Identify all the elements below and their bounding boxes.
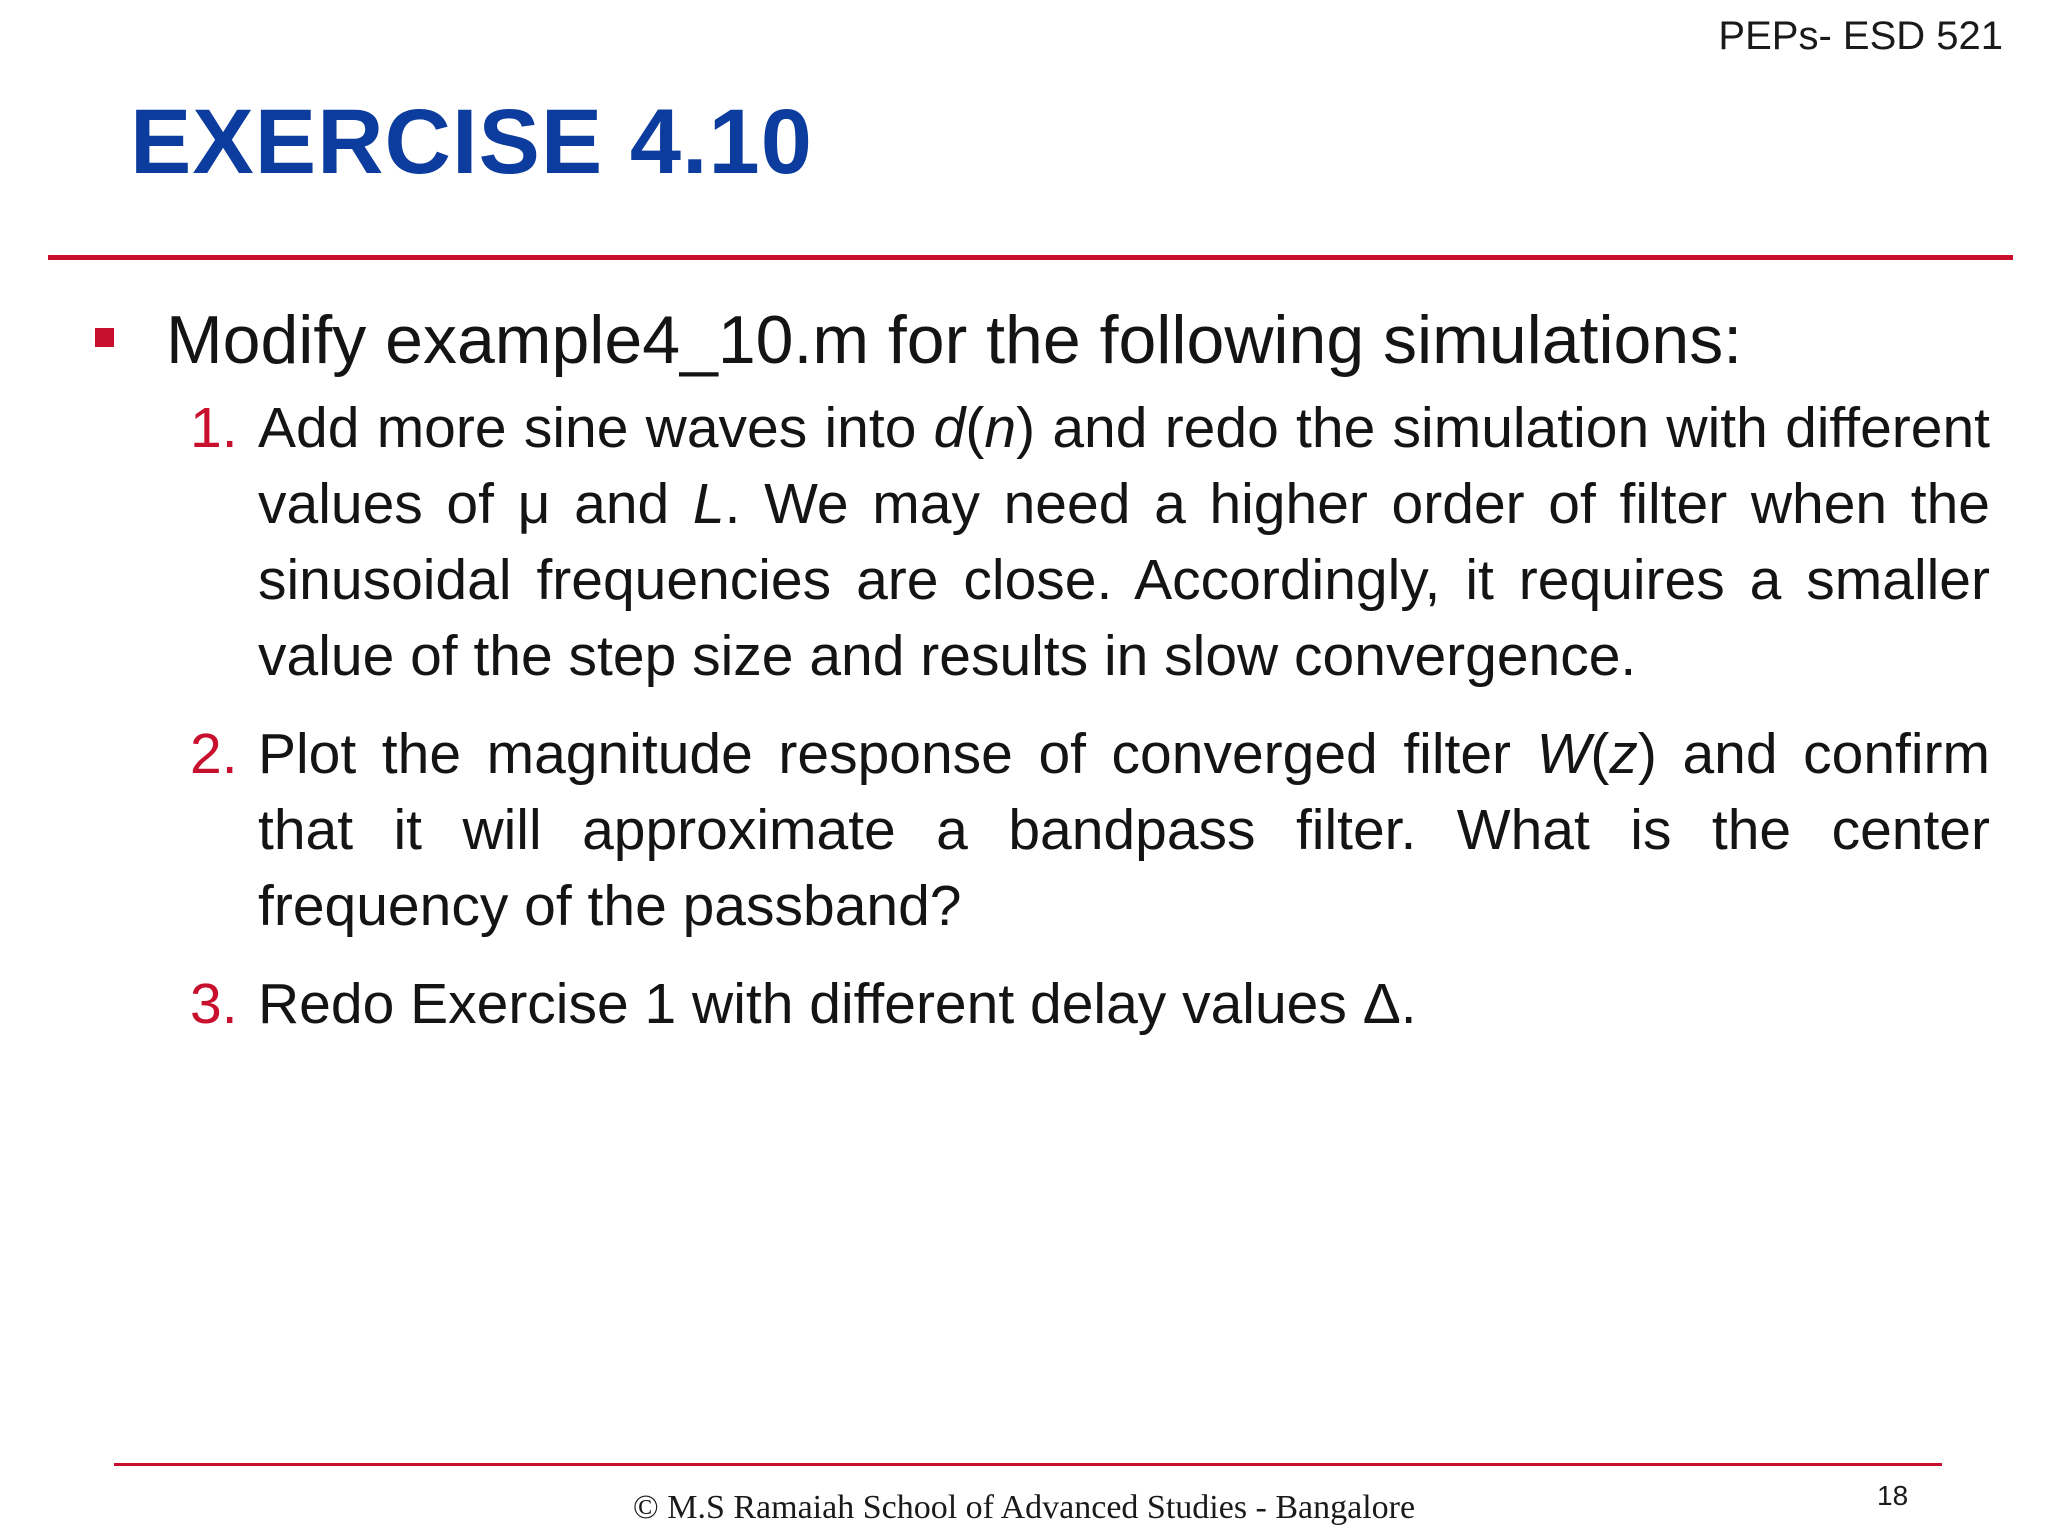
exercise-item-2 <box>190 716 1990 944</box>
exercise-number: 2. <box>190 722 238 786</box>
exercise-list <box>190 390 1990 1064</box>
title-divider <box>48 255 2013 260</box>
exercise-text: Plot the magnitude response of converged filter W(z) and confirm that it will approximate a bandpass filter. What is the center frequency of the passband? <box>258 722 1990 938</box>
exercise-text: Redo Exercise 1 with different delay values Δ. <box>258 972 1417 1036</box>
course-code: PEPs- ESD 521 <box>1718 14 2003 58</box>
square-bullet-icon <box>95 328 114 347</box>
footer-divider <box>114 1463 1942 1466</box>
slide-title: EXERCISE 4.10 <box>130 91 813 193</box>
footer-copyright: © M.S Ramaiah School of Advanced Studies - Bangalore <box>632 1489 1416 1526</box>
main-bullet-text: Modify example4_10.m for the following simulations: <box>166 302 1743 378</box>
exercise-number: 1. <box>190 396 238 460</box>
exercise-item-3 <box>190 966 1990 1042</box>
exercise-item-1 <box>190 390 1990 694</box>
page-number: 18 <box>1877 1480 1909 1511</box>
main-bullet <box>95 302 1995 378</box>
exercise-number: 3. <box>190 972 238 1036</box>
exercise-text: Add more sine waves into d(n) and redo the simulation with different values of μ and L. We may need a higher order of filter when the sinusoidal frequencies are close. Accordingly, it requires a smaller value of the step size and results in slow convergence. <box>258 396 1991 688</box>
